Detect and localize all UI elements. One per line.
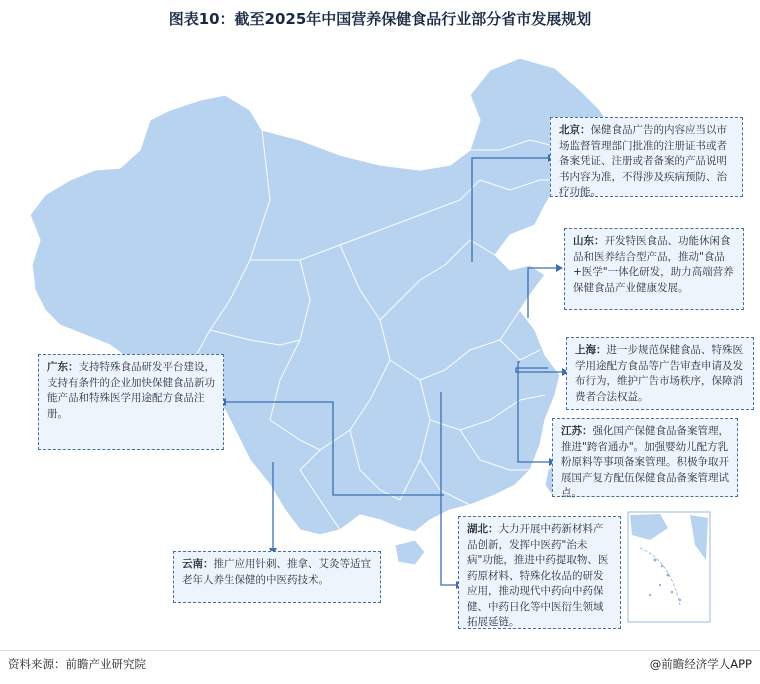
region-name-shandong: 山东：: [573, 235, 605, 247]
brand-label: @前瞻经济学人APP: [649, 657, 752, 671]
region-box-hubei: [458, 516, 621, 629]
region-text-jiangsu: 强化国产保健食品备案管理，推进"跨省通办"。加强婴幼儿配方乳粉原料等事项备案管理。积极争取开展国产复方配伍保健食品备案管理试点。: [561, 425, 729, 499]
region-name-jiangsu: 江苏：: [561, 425, 593, 437]
region-box-shanghai: [566, 337, 754, 410]
region-text-beijing: 保健食品广告的内容应当以市场监督管理部门批准的注册证书或者备案凭证、注册或者备案的产品说明书内容为准，不得涉及疾病预防、治疗功能。: [559, 124, 727, 198]
region-box-jiangsu: [552, 418, 738, 497]
region-box-shandong: [564, 228, 744, 310]
region-name-hubei: 湖北：: [467, 523, 499, 535]
region-name-shanghai: 上海：: [575, 344, 607, 356]
region-box-guangdong: [38, 354, 224, 450]
south-china-sea-inset: [628, 512, 710, 622]
region-text-hubei: 大力开展中药新材料产品创新，发挥中医药"治未病"功能，推进中药提取物、医药原材料、特殊化妆品的研发应用，推动现代中药向中药保健、中药日化等中医衍生领域拓展延链。: [467, 523, 609, 628]
region-box-yunnan: [173, 551, 381, 603]
footer-divider: [0, 650, 760, 651]
hainan-island: [395, 540, 425, 565]
page-title: 图表10：截至2025年中国营养保健食品行业部分省市发展规划: [168, 10, 592, 28]
region-text-yunnan: 推广应用针刺、推拿、艾灸等适宜老年人养生保健的中医药技术。: [182, 558, 371, 586]
region-box-beijing: [550, 117, 743, 197]
china-mainland: [30, 58, 610, 535]
region-name-yunnan: 云南：: [182, 558, 214, 570]
region-name-guangdong: 广东：: [47, 361, 79, 373]
region-text-shanghai: 进一步规范保健食品、特殊医学用途配方食品等广告审查申请及发布行为，维护广告市场秩序，保障消费者合法权益。: [575, 344, 743, 403]
region-name-beijing: 北京：: [559, 124, 591, 136]
region-text-shandong: 开发特医食品、功能休闲食品和医养结合型产品，推动"食品+医学"一体化研发，助力高端营养保健食品产业健康发展。: [573, 235, 734, 294]
region-text-guangdong: 支持特殊食品研发平台建设，支持有条件的企业加快保健食品新功能产品和特殊医学用途配方食品注册。: [47, 361, 215, 420]
source-note: 资料来源：前瞻产业研究院: [8, 657, 146, 671]
